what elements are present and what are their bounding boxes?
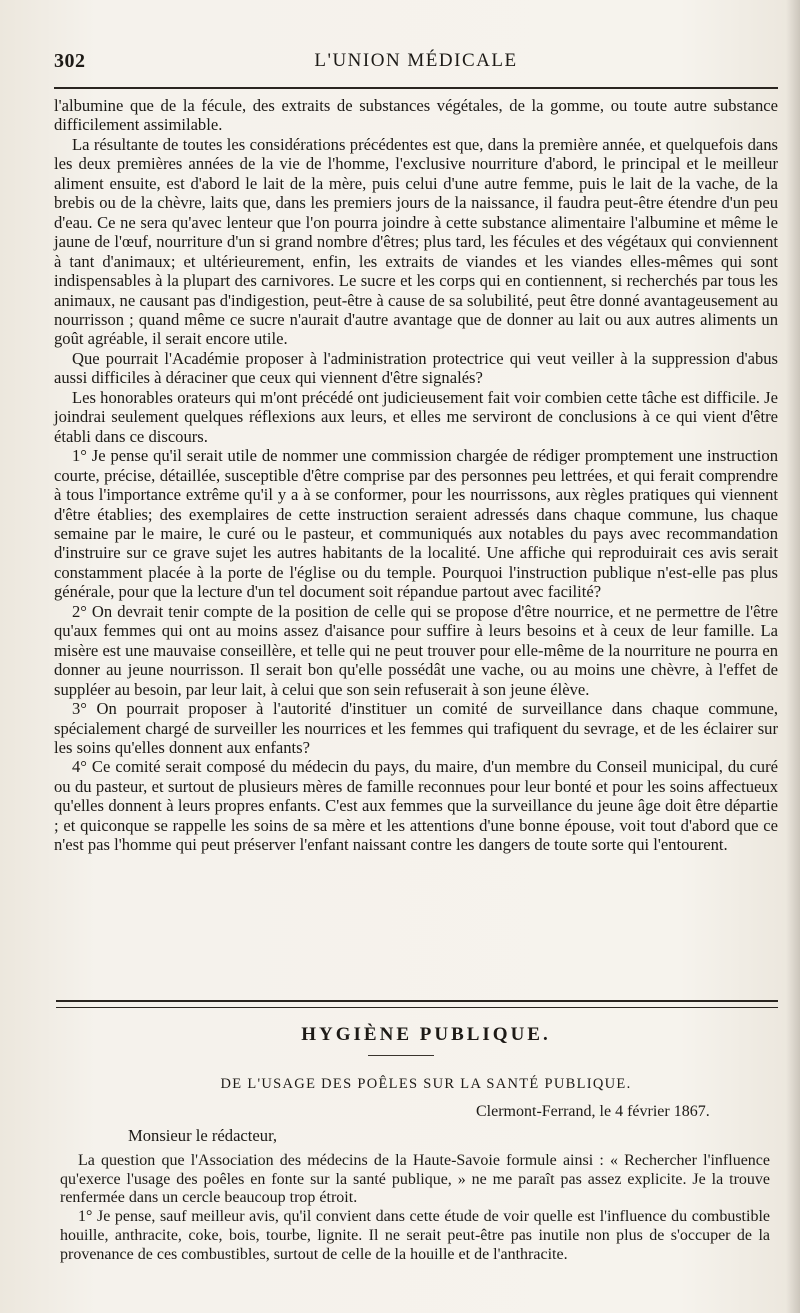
page-number: 302 — [54, 50, 86, 72]
letter-body — [60, 1152, 770, 1264]
paragraph: 2° On devrait tenir compte de la position de celle qui se propose d'être nourrice, et ne permettre de l'être qu'aux femmes qui ont au moins assez d'aisance pour suffire à leurs besoins et à ceux de leur famille. La misère est une mauvaise conseillère, et telle qui ne peut trouver pour elle-même de la nourriture ne pourra en donner au jeune nourrisson. Il serait bon qu'elle possédât une vache, ou au moins une chèvre, à l'effet de suppléer au besoin, par leur lait, à celui que son sein refuserait à son jeune élève. — [54, 601, 778, 699]
binding-shadow — [786, 0, 800, 1313]
running-title: L'UNION MÉDICALE — [314, 50, 518, 71]
paragraph-continued: l'albumine que de la fécule, des extraits de substances végétales, de la gomme, ou toute autre substance difficilement assimilable. — [54, 96, 778, 135]
article-title: DE L'USAGE DES POÊLES SUR LA SANTÉ PUBLIQUE. — [220, 1076, 632, 1092]
paragraph: Les honorables orateurs qui m'ont précédé ont judicieusement fait voir combien cette tâche est difficile. Je joindrai seulement quelques réflexions aux leurs, et elles me serviront de conclusions à ce qui vient d'être établi dans ce discours. — [54, 387, 778, 446]
page-header — [54, 50, 778, 76]
paragraph: 4° Ce comité serait composé du médecin du pays, du maire, d'un membre du Conseil municipal, du curé ou du pasteur, et surtout de plusieurs mères de famille reconnues pour leur bonté et pour les soins affectueux qu'elles donnent à leurs propres enfants. C'est aux femmes que la surveillance du jeune âge doit être départie ; et quiconque se rappelle les soins de sa mère et les attentions d'une bonne épouse, voit tout d'abord que ce n'est pas l'homme qui peut préserver l'enfant naissant contre les dangers de toute sorte qui l'entourent. — [54, 757, 778, 855]
dateline: Clermont-Ferrand, le 4 février 1867. — [476, 1103, 710, 1120]
paragraph: Que pourrait l'Académie proposer à l'administration protectrice qui veut veiller à la suppression d'abus aussi difficiles à déraciner que ceux qui viennent d'être signalés? — [54, 348, 778, 388]
section-ornament-rule — [368, 1055, 434, 1056]
paragraph: La résultante de toutes les considérations précédentes est que, dans la première année, et quelquefois dans les deux premières années de la vie de l'homme, l'exclusive nourriture d'abord, le principal et le meilleur aliment ensuite, est d'abord le lait de la mère, puis celui d'une autre femme, puis le lait de la vache, de la brebis ou de la chèvre, laits que, dans les premiers jours de la naissance, il faudra peut-être étendre d'un peu d'eau. Ce ne sera qu'avec lenteur que l'on pourra joindre à cette substance alimentaire l'albumine et même le jaune de l'œuf, nourriture d'un si grand nombre d'êtres; plus tard, les fécules et des végétaux qui conviennent à tant d'animaux; et ultérieurement, enfin, les extraits de viandes et les viandes elles-mêmes qui sont indispensables à la plupart des carnivores. Le sucre et les corps qui en contiennent, si recherchés par tous les animaux, ne causant pas d'indigestion, peut-être à cause de sa solubilité, peut être donné avantageusement au nourrisson ; quand même ce sucre n'aurait d'autre avantage que de donner au lait ou aux autres aliments un goût agréable, il serait encore utile. — [54, 134, 778, 349]
letter-paragraph: 1° Je pense, sauf meilleur avis, qu'il convient dans cette étude de voir quelle est l'influence du combustible houille, anthracite, coke, bois, tourbe, lignite. Il ne serait peut-être pas inutile non plus de s'occuper de la provenance de ces combustibles, surtout de celle de la houille et de l'anthracite. — [60, 1208, 770, 1263]
section-title: HYGIÈNE PUBLIQUE. — [301, 1024, 551, 1045]
section-divider — [56, 1000, 778, 1008]
header-rule — [54, 87, 778, 89]
paragraph: 3° On pourrait proposer à l'autorité d'instituer un comité de surveillance dans chaque commune, spécialement chargé de surveiller les nourrices et les femmes qui trafiquent du sevrage, et de les éclairer sur les soins qu'elles donnent aux enfants? — [54, 699, 778, 757]
article-body — [54, 96, 778, 855]
paragraph: 1° Je pense qu'il serait utile de nommer une commission chargée de rédiger promptement une instruction courte, précise, détaillée, susceptible d'être comprise par des personnes peu lettrées, et qui ferait comprendre à tous l'importance extrême qu'il y a à se conformer, pour les nourrissons, aux règles pratiques qui viennent d'être établies; des exemplaires de cette instruction seraient adressés dans chaque commune, lus chaque semaine par le maire, le curé ou le pasteur, et communiqués aux notables du pays avec recommandation d'instruire sur ce grave sujet les autres habitants de la localité. Une affiche qui reproduirait ces avis serait constamment placée à la porte de l'église ou du temple. Pourquoi l'instruction publique n'est-elle pas plus générale, pour que la lecture d'un tel document soit répandue partout avec facilité? — [54, 446, 778, 602]
salutation: Monsieur le rédacteur, — [128, 1126, 278, 1145]
letter-paragraph: La question que l'Association des médecins de la Haute-Savoie formule ainsi : « Rechercher l'influence qu'exerce l'usage des poêles en fonte sur la santé publique, » ne me paraît pas assez explicite. Je la trouve renfermée dans un cercle beaucoup trop étroit. — [60, 1152, 770, 1207]
